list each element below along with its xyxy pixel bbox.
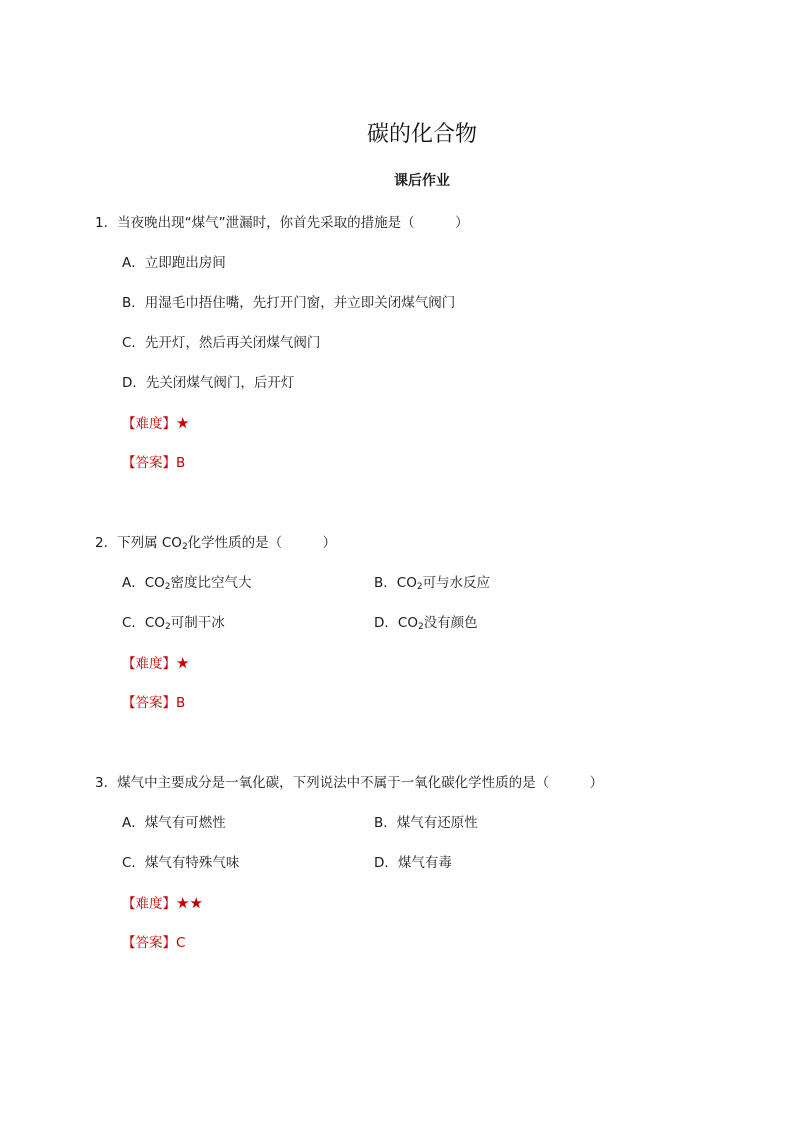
page-title: 碳的化合物	[366, 122, 477, 147]
option-text: C．CO	[122, 615, 165, 631]
difficulty-label: 【难度】	[122, 416, 176, 432]
page-subtitle	[0, 170, 794, 190]
subscript: 2	[417, 622, 424, 632]
question-1-option-a: A．立即跑出房间	[122, 255, 226, 271]
subscript: 2	[181, 542, 188, 552]
question-3-option-a: A．煤气有可燃性	[122, 815, 226, 831]
answer-label: 【答案】	[122, 695, 176, 711]
question-2-option-d	[374, 613, 478, 637]
option-text: 可制干冰	[170, 615, 225, 631]
question-1-option-d: D．先关闭煤气阀门，后开灯	[122, 375, 295, 391]
option-text: B．CO	[374, 575, 417, 591]
question-3-difficulty	[122, 893, 203, 914]
subscript: 2	[164, 582, 171, 592]
difficulty-star-icon: ★	[176, 654, 190, 672]
question-1-answer	[122, 453, 185, 473]
answer-value: B	[176, 455, 186, 471]
answer-label: 【答案】	[122, 455, 176, 471]
question-3-option-d: D．煤气有毒	[374, 855, 452, 871]
option-text: A．CO	[122, 575, 165, 591]
stem-text: 2．下列属 CO	[95, 535, 182, 551]
option-text: 没有颜色	[423, 615, 478, 631]
question-2-answer	[122, 693, 185, 713]
question-2-difficulty	[122, 653, 189, 674]
subtitle-text: 课后作业	[394, 173, 450, 189]
subscript: 2	[416, 582, 423, 592]
difficulty-star-icon: ★	[176, 414, 190, 432]
question-1-difficulty	[122, 413, 189, 434]
difficulty-label: 【难度】	[122, 896, 176, 912]
question-1-option-c: C．先开灯，然后再关闭煤气阀门	[122, 335, 321, 351]
question-2-option-a	[122, 573, 252, 597]
option-text: 密度比空气大	[170, 575, 252, 591]
question-2-option-c	[122, 613, 225, 637]
question-2-option-b	[374, 573, 490, 597]
question-2-stem	[95, 533, 336, 557]
answer-value: B	[176, 695, 186, 711]
subscript: 2	[164, 622, 171, 632]
difficulty-star-icon: ★★	[176, 894, 203, 912]
answer-label: 【答案】	[122, 935, 176, 951]
option-text: 可与水反应	[422, 575, 491, 591]
question-3-option-b: B．煤气有还原性	[374, 815, 478, 831]
question-1-stem: 1．当夜晚出现“煤气”泄漏时，你首先采取的措施是（ ）	[95, 215, 469, 231]
question-3-stem: 3．煤气中主要成分是一氧化碳，下列说法中不属于一氧化碳化学性质的是（ ）	[95, 775, 604, 791]
question-3-option-c: C．煤气有特殊气味	[122, 855, 240, 871]
question-3-answer	[122, 933, 185, 953]
difficulty-label: 【难度】	[122, 656, 176, 672]
option-text: D．CO	[374, 615, 418, 631]
stem-text: 化学性质的是（ ）	[187, 535, 337, 551]
question-1-option-b: B．用湿毛巾捂住嘴，先打开门窗，并立即关闭煤气阀门	[122, 295, 456, 311]
answer-value: C	[176, 935, 186, 951]
